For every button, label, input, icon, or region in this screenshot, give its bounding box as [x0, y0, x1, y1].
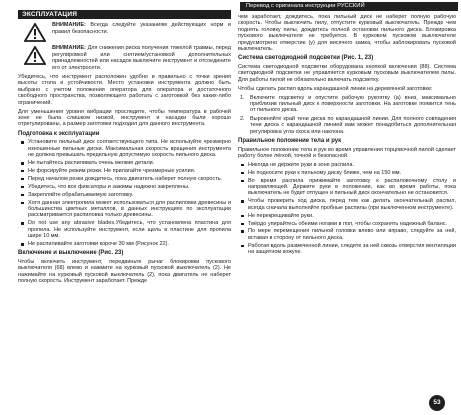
usage-list	[18, 139, 231, 247]
warning-block-1	[18, 22, 231, 42]
list-item: Установите пильный диск соответствующего типа. Не используйте чрезмерно изношенные пильные диски. Максимальная скорость вращения инструмента не должна превышать предельную допустимую скорость пильного диска.	[18, 139, 231, 158]
list-item: Не пытайтесь распиливать очень мелкие детали.	[18, 160, 231, 166]
subheading-usage: Подготовка к эксплуатации	[18, 130, 100, 137]
warning-lead: ВНИМАНИЕ:	[52, 45, 86, 51]
warning-body: Всегда следуйте указаниям действующих норм и правил безопасности.	[52, 22, 231, 35]
subheading-body-position: Правильное положение тела и рук	[238, 138, 342, 144]
led-steps	[238, 95, 456, 135]
item-text: Включите подсветку и опустите рабочую рукоятку (а) вниз, максимально приблизив пильный диск к поверхности заготовки. На заготовке появится тень от пильного диска.	[250, 94, 456, 114]
list-item: Хотя данная электропила может использоваться для распиловки древесины и большинства цветных металлов, в данных инструкциях по эксплуатации рассматривается распиловка только древесины.	[18, 200, 231, 219]
list-item: Убедитесь, что все фиксаторы и зажимы надежно закреплены.	[18, 184, 231, 190]
list-item: Работая вдоль размеченной линии, следите за ней сквозь отверстия вентиляции на защитном кожухе.	[238, 243, 456, 256]
list-item: По мере перемещения пильной головки влево или вправо, следуйте за ней, вставая в сторону от пильного диска.	[238, 228, 456, 241]
header-bar: Перевод с оригинала инструкции РУССКИЙ	[240, 2, 458, 11]
body-position-list	[238, 162, 456, 256]
left-column	[18, 10, 231, 402]
list-item: Перед началом резки дождитесь, пока двигатель наберет полную скорость.	[18, 176, 231, 182]
paragraph: Чтобы сделать распил вдоль карандашной линии на деревянной заготовке:	[238, 85, 433, 92]
page-number: 53	[429, 395, 445, 411]
list-item: Никогда не держите руки в зоне распила.	[238, 162, 456, 168]
item-text: Выровняйте край тени диска по карандашной линии. Для полного совпадения тени диска с карандашной линией вам может понадобиться дополнительная регулировка угла скоса или наклона.	[250, 115, 456, 135]
paragraph: Убедитесь, что инструмент расположен удобно и правильно с точки зрения высоты стола и устойчивости. Место установки инструмента должно быть выбрано с учетом положения оператора для оператора и достаточного свободного пространства, позволяющего работать с заготовкой без каких-либо ограничений.	[18, 74, 231, 106]
warning-body: Для снижения риска получения тяжелой травмы, перед регулировкой или снятием/установкой дополнительных принадлежностей или насадок выключите инструмент и отсоедините его от электросети.	[52, 45, 231, 71]
paragraph: Правильное положение тела и рук во время управления торцовочной пилой сделает работу более лёгкой, точной и безопасной.	[238, 146, 456, 159]
subheading-on-off: Включение и выключение (Рис. 23)	[18, 250, 124, 257]
list-item: Не форсируйте режим резки. Не прилагайте чрезмерные усилия.	[18, 168, 231, 174]
paragraph: Чтобы включить инструмент, передвиньте рычаг блокировки пускового выключателя (68) влево и нажмите на курковый пусковой выключатель (2). Не нажимайте на курковый пусковой выключатель (2), пока двигатель не наберет полную скорость. Инструмент заработает. Прежде	[18, 258, 231, 285]
list-item: Закрепляйте обрабатываемую заготовку.	[18, 192, 231, 198]
warning-lead: ВНИМАНИЕ:	[52, 22, 86, 28]
item-number: 2.	[240, 115, 245, 122]
warning-triangle-icon	[18, 45, 52, 71]
list-item: Не перекрещивайте руки.	[238, 213, 456, 219]
item-number: 1.	[240, 94, 245, 101]
numbered-item	[238, 95, 456, 114]
list-item: Во время распила прижимайте заготовку к распиловочному столу и направляющей. Держите руки в положении, как во время работы, пока выключатель не будет отпущен и пильный диск окончательно не остановится.	[238, 178, 456, 197]
list-item: Твёрдо упирайтесь обеими ногами в пол, чтобы сохранять надежный баланс.	[238, 221, 456, 227]
warning-text	[52, 22, 231, 42]
paragraph: Система светодиодной подсветки оборудована кнопкой включения (88). Система светодиодной подсветки не управляется курковым пусковым выключателем пилы. Для работы пилой не обязательно включать подсветку.	[238, 63, 456, 83]
list-item: Do not use any abrasive blades.Убедитесь, что установлена пластина для пропила. Не используйте инструмент, если щель в пластине для пропила шире 10 мм.	[18, 220, 231, 239]
paragraph: чем заработает, дождитесь, пока пильный диск не наберет полную рабочую скорость. Чтобы выключить пилу, отпустите курковый выключатель. Прежде чем поднять головку пилы, дождитесь полной остановки пильного диска. Блокировка пускового выключателя не требуется. В курковом пусковом выключателе предусмотрено отверстие (у) для висячего замка, чтобы заблокировать пусковой выключатель.	[238, 14, 456, 53]
list-item: Не подносите руки к пильному диску ближе, чем на 150 мм.	[238, 170, 456, 176]
warning-block-2	[18, 45, 231, 71]
numbered-item	[238, 116, 456, 135]
warning-text	[52, 45, 231, 71]
list-item: Не распиливайте заготовки короче 30 мм (Рисунок 22).	[18, 241, 231, 247]
section-title: ЭКСПЛУАТАЦИЯ	[18, 10, 231, 19]
right-column	[238, 14, 456, 410]
list-item: Чтобы проверить ход диска, перед тем как делать окончательный распил, всегда сначала выполняйте пробные распилы (при выключенном инструменте).	[238, 198, 456, 211]
subheading-led: Система светодиодной подсветки (Рис. 1, 23)	[238, 55, 374, 62]
warning-triangle-icon	[18, 22, 52, 42]
paragraph: Для уменьшения уровня вибрации проследите, чтобы температура в рабочей зоне не была слишком низкой, инструмент и насадки были хорошо отрегулированы, а размер заготовки подходил для данного инструмента.	[18, 108, 231, 128]
